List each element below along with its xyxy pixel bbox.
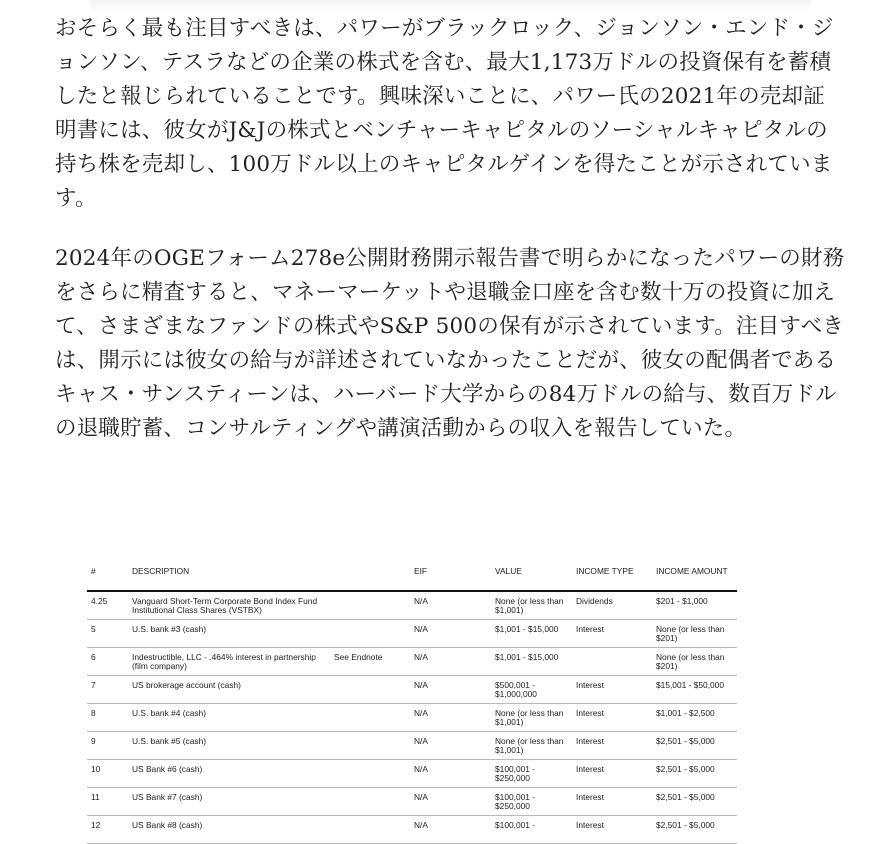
- row-eif: N/A: [414, 596, 428, 606]
- row-description: U.S. bank #5 (cash): [132, 736, 207, 746]
- table-row: [87, 788, 737, 816]
- row-description: U.S. bank #4 (cash): [132, 708, 207, 718]
- row-income-type: Interest: [576, 792, 604, 802]
- row-income-type: Interest: [576, 680, 604, 690]
- table-body: [87, 592, 737, 844]
- row-value: None (or less than $1,001): [495, 596, 564, 615]
- article-paragraph-2: 2024年のOGEフォーム278e公開財務開示報告書で明らかになったパワーの財務をさらに精査すると、マネーマーケットや退職金口座を含む数十万の投資に加えて、さまざまなファンドの株式やS&P 500の保有が示されています。注目すべきは、開示には彼女の給与が詳述されていなかったことだが、彼女の配偶者であるキャス・サンスティーンは、ハーバード大学からの84万ドルの給与、数百万ドルの退職貯蓄、コンサルティングや講演活動からの収入を報告していた。: [55, 246, 845, 441]
- header-num: #: [91, 566, 96, 576]
- row-income-type: Dividends: [576, 596, 613, 606]
- row-num: 5: [91, 624, 96, 634]
- row-value: $500,001 - $1,000,000: [495, 680, 537, 699]
- header-description: DESCRIPTION: [132, 566, 190, 576]
- table-row: [87, 816, 737, 844]
- row-eif: N/A: [414, 624, 428, 634]
- row-income-amount: $1,001 - $2,500: [656, 708, 715, 718]
- row-income-type: Interest: [576, 820, 604, 830]
- top-fade-bar: [90, 0, 810, 12]
- row-value: $100,001 - $250,000: [495, 764, 536, 783]
- header-value: VALUE: [495, 566, 522, 576]
- table-row: [87, 648, 737, 676]
- row-description: US Bank #6 (cash): [132, 764, 203, 774]
- row-value: $100,001 - $250,000: [495, 792, 536, 811]
- row-description: US brokerage account (cash): [132, 680, 241, 690]
- table-row: [87, 676, 737, 704]
- row-num: 11: [91, 792, 100, 802]
- row-num: 12: [91, 820, 101, 830]
- row-eif: N/A: [414, 820, 428, 830]
- row-value: None (or less than $1,001): [495, 736, 564, 755]
- row-eif: N/A: [414, 736, 428, 746]
- row-value: None (or less than $1,001): [495, 708, 564, 727]
- row-description: Vanguard Short-Term Corporate Bond Index Fund Institutional Class Shares (VSTBX): [132, 596, 318, 615]
- row-income-amount: $2,501 - $5,000: [656, 736, 715, 746]
- row-value: $1,001 - $15,000: [495, 624, 559, 634]
- row-endnote: See Endnote: [334, 652, 383, 662]
- row-description: U.S. bank #3 (cash): [132, 624, 207, 634]
- row-num: 9: [91, 736, 96, 746]
- row-income-type: Interest: [576, 708, 604, 718]
- row-income-type: Interest: [576, 764, 604, 774]
- row-num: 10: [91, 764, 101, 774]
- row-eif: N/A: [414, 708, 428, 718]
- row-description: US Bank #7 (cash): [132, 792, 203, 802]
- row-income-amount: None (or less than $201): [656, 624, 725, 643]
- row-income-type: Interest: [576, 736, 604, 746]
- row-income-amount: $2,501 - $5,000: [656, 764, 715, 774]
- row-num: 8: [91, 708, 96, 718]
- table-row: [87, 732, 737, 760]
- table-row: [87, 592, 737, 620]
- article-body: [55, 12, 845, 446]
- row-num: 6: [91, 652, 96, 662]
- row-income-amount: $2,501 - $5,000: [656, 792, 715, 802]
- table-row: [87, 704, 737, 732]
- article-paragraph-1: おそらく最も注目すべきは、パワーがブラックロック、ジョンソン・エンド・ジョンソン、テスラなどの企業の株式を含む、最大1,173万ドルの投資保有を蓄積したと報じられていることです。興味深いことに、パワー氏の2021年の売却証明書には、彼女がJ&Jの株式とベンチャーキャピタルのソーシャルキャピタルの持ち株を売却し、100万ドル以上のキャピタルゲインを得たことが示されています。: [55, 16, 834, 211]
- financial-disclosure-table-image: [87, 560, 737, 830]
- row-income-amount: None (or less than $201): [656, 652, 725, 671]
- row-description: Indestructible, LLC - .464% interest in partnership (film company): [132, 652, 316, 671]
- row-description: US Bank #8 (cash): [132, 820, 203, 830]
- header-eif: EIF: [414, 566, 428, 576]
- table-row: [87, 760, 737, 788]
- row-income-amount: $2,501 - $5,000: [656, 820, 715, 830]
- table-header-row: [87, 560, 737, 592]
- row-eif: N/A: [414, 652, 428, 662]
- row-income-amount: $15,001 - $50,000: [656, 680, 724, 690]
- row-eif: N/A: [414, 680, 428, 690]
- row-eif: N/A: [414, 764, 428, 774]
- row-num: 4.25: [91, 596, 108, 606]
- row-num: 7: [91, 680, 96, 690]
- header-income-type: INCOME TYPE: [576, 566, 634, 576]
- header-income-amount: INCOME AMOUNT: [656, 566, 728, 576]
- row-eif: N/A: [414, 792, 428, 802]
- row-value: $100,001 -: [495, 820, 536, 830]
- table-row: [87, 620, 737, 648]
- row-income-type: Interest: [576, 624, 604, 634]
- row-income-amount: $201 - $1,000: [656, 596, 708, 606]
- row-value: $1,001 - $15,000: [495, 652, 559, 662]
